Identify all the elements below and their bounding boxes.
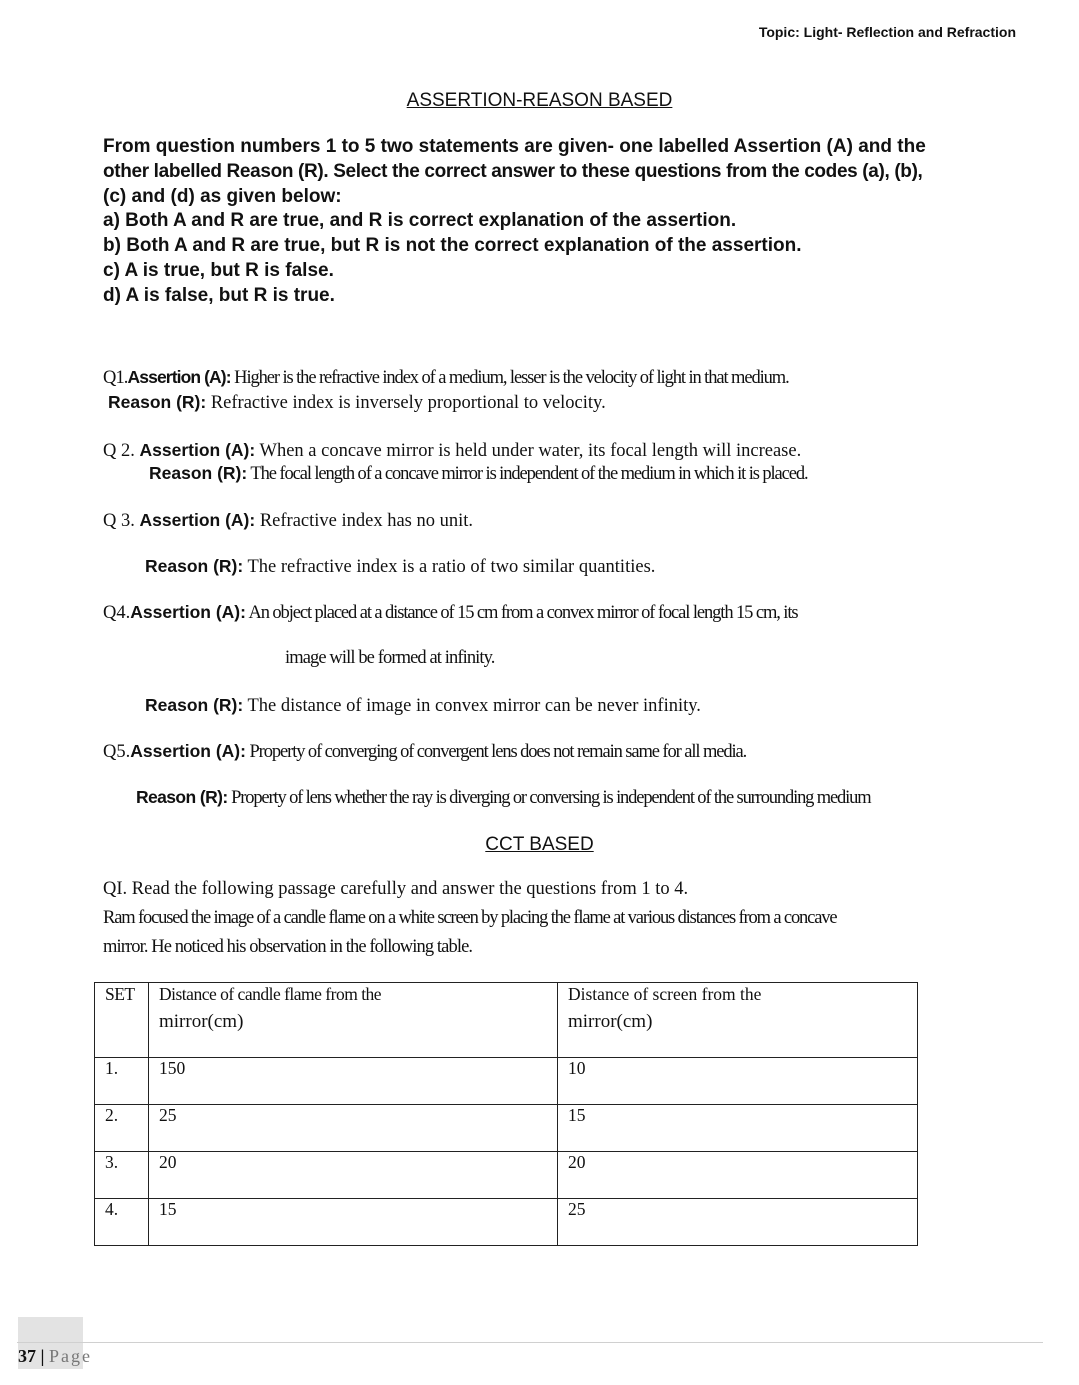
table-cell: 15	[558, 1105, 918, 1152]
assertion-text: When a concave mirror is held under water, its focal length will increase.	[255, 441, 802, 461]
q2-assertion	[103, 440, 801, 462]
passage-line: Ram focused the image of a candle flame on a white screen by placing the flame at various distances from a concave	[103, 908, 837, 928]
cct-heading: CCT BASED	[485, 834, 594, 855]
page-label: Page	[48, 1346, 92, 1366]
page-number: 37	[18, 1346, 36, 1366]
table-cell: 2.	[95, 1105, 149, 1152]
observation-table	[94, 982, 918, 1246]
option-d: d) A is false, but R is true.	[103, 284, 335, 306]
table-cell: 20	[558, 1152, 918, 1199]
footer-divider	[17, 1342, 1043, 1343]
table-row	[95, 1152, 918, 1199]
reason-label: Reason (R):	[149, 463, 248, 483]
reason-text: Property of lens whether the ray is diverging or conversing is independent of the surrounding medium	[227, 788, 871, 808]
q5-assertion	[103, 741, 746, 763]
instruction-line: other labelled Reason (R). Select the correct answer to these questions from the codes (a), (b),	[103, 160, 923, 182]
q3-assertion	[103, 510, 473, 532]
topic-header: Topic: Light- Reflection and Refraction	[758, 24, 1016, 40]
table-header-cell: SET	[95, 983, 149, 1058]
table-cell: 4.	[95, 1199, 149, 1246]
assertion-text: Higher is the refractive index of a medium, lesser is the velocity of light in that medium.	[230, 368, 789, 388]
q1-assertion	[103, 367, 789, 389]
table-cell: 15	[149, 1199, 558, 1246]
table-cell: 25	[558, 1199, 918, 1246]
question-number: Q 3.	[103, 511, 140, 531]
table-header-cell: Distance of candle flame from the mirror(cm)	[149, 983, 558, 1058]
page-footer	[18, 1346, 92, 1367]
table-cell: 20	[149, 1152, 558, 1199]
reason-text: The focal length of a concave mirror is independent of the medium in which it is placed.	[247, 464, 808, 484]
q1-reason	[108, 392, 606, 414]
q2-reason	[149, 463, 808, 485]
assertion-label: Assertion (A):	[139, 440, 256, 460]
assertion-label: Assertion (A):	[130, 602, 246, 622]
question-number: Q4.	[103, 603, 131, 623]
reason-text: The distance of image in convex mirror can be never infinity.	[243, 696, 701, 716]
assertion-text: Property of converging of convergent lens does not remain same for all media.	[245, 742, 747, 762]
assertion-label: Assertion (A):	[130, 741, 246, 761]
table-cell: 25	[149, 1105, 558, 1152]
page-separator: |	[36, 1346, 49, 1366]
assertion-text: Refractive index has no unit.	[255, 511, 474, 531]
reason-label: Reason (R):	[108, 392, 207, 412]
reason-text: The refractive index is a ratio of two similar quantities.	[243, 557, 656, 577]
table-header-cell: Distance of screen from the mirror(cm)	[558, 983, 918, 1058]
assertion-label: Assertion (A):	[139, 510, 256, 530]
q3-reason	[145, 556, 655, 578]
q4-assertion-continued: image will be formed at infinity.	[285, 648, 495, 668]
question-number: Q5.	[103, 742, 131, 762]
q5-reason	[136, 787, 870, 809]
instructions-block	[103, 135, 1023, 309]
table-cell: 150	[149, 1058, 558, 1105]
reason-text: Refractive index is inversely proportional to velocity.	[206, 393, 606, 413]
assertion-reason-heading: ASSERTION-REASON BASED	[406, 90, 673, 111]
table-cell: 1.	[95, 1058, 149, 1105]
passage-line: mirror. He noticed his observation in the following table.	[103, 937, 473, 957]
assertion-label: Assertion (A):	[127, 367, 231, 387]
passage-line: QI. Read the following passage carefully and answer the questions from 1 to 4.	[103, 879, 689, 899]
option-b: b) Both A and R are true, but R is not the correct explanation of the assertion.	[103, 235, 802, 257]
q4-reason	[145, 695, 701, 717]
table-row	[95, 1058, 918, 1105]
reason-label: Reason (R):	[145, 556, 244, 576]
table-row	[95, 1199, 918, 1246]
table-header-row	[95, 983, 918, 1058]
assertion-text: An object placed at a distance of 15 cm from a convex mirror of focal length 15 cm, its	[245, 603, 798, 623]
instruction-line: (c) and (d) as given below:	[103, 185, 342, 207]
option-a: a) Both A and R are true, and R is correct explanation of the assertion.	[103, 210, 737, 232]
q4-assertion	[103, 602, 797, 624]
table-cell: 10	[558, 1058, 918, 1105]
instruction-line: From question numbers 1 to 5 two statements are given- one labelled Assertion (A) and the	[103, 136, 926, 157]
table-row	[95, 1105, 918, 1152]
option-c: c) A is true, but R is false.	[103, 259, 334, 281]
table-cell: 3.	[95, 1152, 149, 1199]
question-number: Q1.	[103, 368, 128, 388]
question-number: Q 2.	[103, 441, 140, 461]
reason-label: Reason (R):	[136, 787, 228, 807]
reason-label: Reason (R):	[145, 695, 244, 715]
